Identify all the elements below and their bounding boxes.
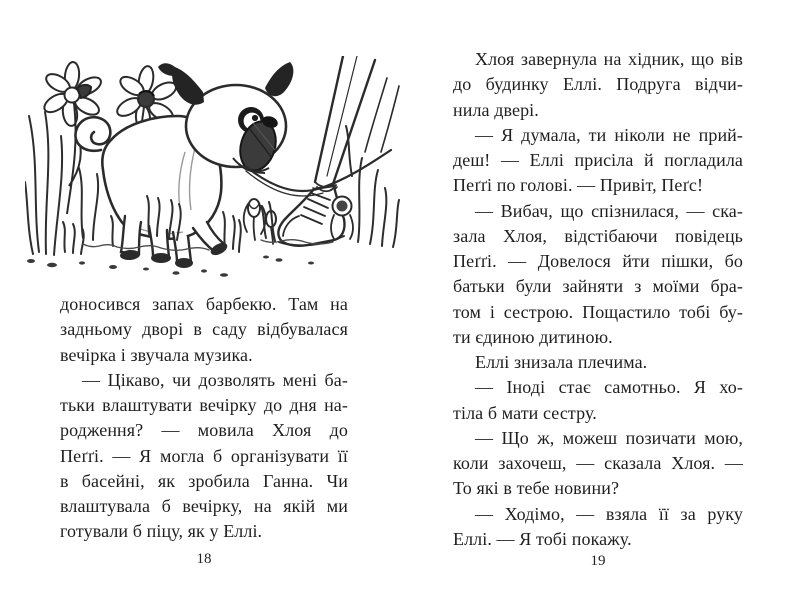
pug-dog (75, 62, 293, 268)
illustration-pug-on-leash (25, 56, 400, 290)
pug-ear-icon (265, 62, 293, 96)
text-line: деш! — Еллі присіла й погладила (453, 150, 743, 170)
text-line: том і сестрою. Пощастило тобі бу- (453, 301, 743, 322)
text-line: — Вибач, що спізнилася, — ска- (475, 200, 743, 221)
text-line: до будинку Еллі. Подруга відчи- (453, 74, 743, 95)
text-line: готували б піцу, як у Еллі. (60, 521, 263, 542)
pug-ear-icon (172, 67, 204, 105)
page-right-text (453, 47, 743, 552)
text-line: задньому дворі в саду відбувалася (60, 319, 348, 340)
page-number-left: 18 (196, 551, 212, 567)
text-line: коли захочеш, — сказала Хлоя. — (453, 453, 743, 473)
text-line: — Я думала, ти ніколи не прий- (475, 124, 743, 145)
text-line: тьки влаштувати вечірку до дня на- (60, 395, 348, 415)
text-line: Еллі знизала плечима. (475, 352, 648, 372)
text-line: — Ходімо, — взяла її за руку (475, 503, 743, 524)
text-line: Хлоя завернула на хідник, що вів (475, 49, 743, 69)
text-line: — Іноді стає самотньо. Я хо- (475, 377, 743, 398)
text-line: Пеґґі. — Я могла б організувати її (60, 445, 348, 466)
text-line: в басейні, як зробила Ганна. Чи (60, 470, 348, 491)
text-line: влаштувала б вечірку, на якій ми (60, 496, 348, 516)
text-line: зала Хлоя, відстібаючи повідець (453, 225, 743, 246)
text-line: ти єдиною дитиною. (453, 326, 613, 347)
text-line: — Що ж, можеш позичати мою, (475, 427, 743, 448)
text-line: родження? — мовила Хлоя до (60, 420, 348, 441)
page-left-text (60, 292, 348, 545)
text-line: нила двері. (453, 99, 539, 120)
text-line: — Цікаво, чи дозволять мені ба- (82, 369, 348, 390)
page-number-right: 19 (590, 553, 606, 569)
text-line: То які в тебе новини? (453, 478, 620, 499)
text-line: тіла б мати сестру. (453, 402, 597, 423)
text-line: вечірка і звучала музика. (60, 344, 253, 365)
text-line: Еллі. — Я тобі покажу. (453, 528, 632, 549)
text-line: батьки були зайняти з моїми бра- (453, 276, 743, 297)
text-line: Пеґґі по голові. — Привіт, Пеґс! (453, 175, 704, 196)
text-line: Пеґґі. — Довелося йти пішки, бо (453, 251, 743, 271)
text-line: доносився запах барбекю. Там на (60, 294, 348, 314)
